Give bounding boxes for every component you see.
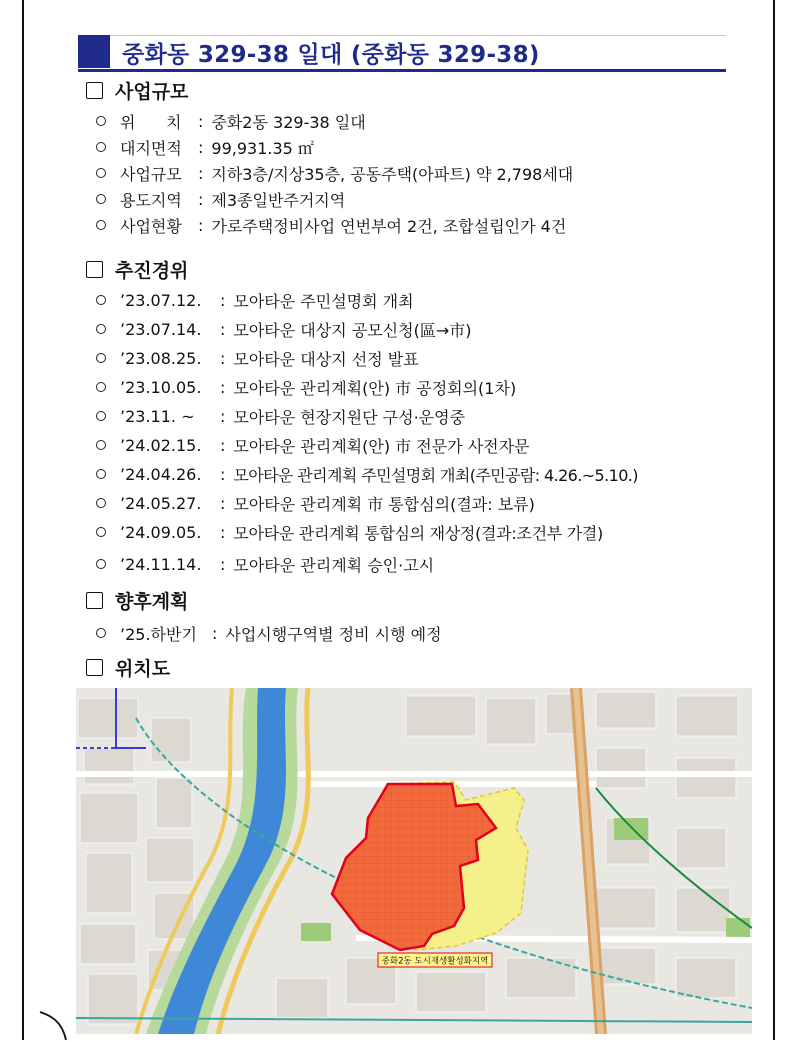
circle-bullet-icon bbox=[96, 411, 106, 421]
circle-bullet-icon bbox=[96, 440, 106, 450]
colon: : bbox=[220, 493, 226, 513]
circle-bullet-icon bbox=[96, 382, 106, 392]
list-item bbox=[96, 109, 366, 133]
circle-bullet-icon bbox=[96, 142, 106, 152]
item-value: 모아타운 현장지원단 구성·운영중 bbox=[233, 407, 466, 427]
item-key: 위 치 bbox=[120, 112, 182, 132]
circle-bullet-icon bbox=[96, 116, 106, 126]
item-value: 제3종일반주거지역 bbox=[211, 190, 346, 210]
title-bar bbox=[78, 35, 726, 71]
item-date: ’24.02.15. bbox=[120, 435, 202, 455]
section-label: 추진경위 bbox=[115, 259, 189, 282]
section-location-heading bbox=[86, 654, 170, 680]
colon: : bbox=[198, 189, 204, 209]
circle-bullet-icon bbox=[96, 527, 106, 537]
checkbox-icon bbox=[86, 659, 103, 676]
page-title: 중화동 329-38 일대 (중화동 329-38) bbox=[122, 42, 540, 68]
colon: : bbox=[220, 348, 226, 368]
item-key: 용도지역 bbox=[120, 190, 182, 210]
item-date: ’23.08.25. bbox=[120, 348, 202, 368]
checkbox-icon bbox=[86, 592, 103, 609]
item-value: 모아타운 주민설명회 개최 bbox=[233, 291, 414, 311]
circle-bullet-icon bbox=[96, 168, 106, 178]
item-key: 대지면적 bbox=[120, 138, 182, 158]
section-plan-heading bbox=[86, 587, 188, 613]
circle-bullet-icon bbox=[96, 353, 106, 363]
list-item bbox=[96, 433, 530, 457]
checkbox-icon bbox=[86, 261, 103, 278]
list-item bbox=[96, 552, 434, 576]
item-date: ’23.07.12. bbox=[120, 290, 202, 310]
item-date: ’24.09.05. bbox=[120, 522, 202, 542]
item-date: ’25.하반기 bbox=[120, 624, 197, 644]
circle-bullet-icon bbox=[96, 194, 106, 204]
colon: : bbox=[198, 215, 204, 235]
item-key: 사업규모 bbox=[120, 164, 182, 184]
colon: : bbox=[198, 111, 204, 131]
circle-bullet-icon bbox=[96, 469, 106, 479]
section-label: 향후계획 bbox=[115, 590, 189, 613]
location-map bbox=[76, 688, 752, 1034]
checkbox-icon bbox=[86, 82, 103, 99]
title-underline bbox=[78, 69, 726, 72]
circle-bullet-icon bbox=[96, 498, 106, 508]
list-item bbox=[96, 346, 419, 370]
colon: : bbox=[212, 623, 218, 643]
list-item bbox=[96, 462, 638, 486]
item-value: 모아타운 관리계획 승인·고시 bbox=[233, 555, 435, 575]
colon: : bbox=[220, 290, 226, 310]
circle-bullet-icon bbox=[96, 628, 106, 638]
item-value: 가로주택정비사업 연번부여 2건, 조합설립인가 4건 bbox=[211, 216, 567, 236]
list-item bbox=[96, 161, 573, 185]
section-label: 사업규모 bbox=[115, 80, 189, 103]
section-label: 위치도 bbox=[115, 657, 171, 680]
page-frame-right bbox=[773, 0, 775, 1040]
item-value: 사업시행구역별 정비 시행 예정 bbox=[225, 624, 442, 644]
list-item bbox=[96, 621, 442, 645]
circle-bullet-icon bbox=[96, 295, 106, 305]
list-item bbox=[96, 135, 314, 159]
map-zone-label: 중화2동 도시재생활성화지역 bbox=[381, 956, 489, 967]
colon: : bbox=[220, 464, 226, 484]
circle-bullet-icon bbox=[96, 559, 106, 569]
item-date: ’23.11. ~ bbox=[120, 406, 195, 426]
item-date: ’24.04.26. bbox=[120, 464, 202, 484]
list-item bbox=[96, 375, 516, 399]
title-marker bbox=[78, 35, 110, 68]
colon: : bbox=[220, 319, 226, 339]
circle-bullet-icon bbox=[96, 324, 106, 334]
item-value: 모아타운 대상지 공모신청(區→市) bbox=[233, 320, 472, 340]
location-map-graphic bbox=[76, 688, 752, 1034]
item-value: 모아타운 관리계획(안) 市 전문가 사전자문 bbox=[233, 436, 530, 456]
page-frame-left bbox=[22, 0, 24, 1040]
colon: : bbox=[220, 522, 226, 542]
brace-mark-icon bbox=[36, 1008, 76, 1042]
colon: : bbox=[220, 377, 226, 397]
list-item bbox=[96, 404, 465, 428]
list-item bbox=[96, 288, 414, 312]
circle-bullet-icon bbox=[96, 220, 106, 230]
item-key: 사업현황 bbox=[120, 216, 182, 236]
list-item bbox=[96, 491, 535, 515]
colon: : bbox=[220, 435, 226, 455]
colon: : bbox=[220, 554, 226, 574]
item-date: ’24.05.27. bbox=[120, 493, 202, 513]
section-scale-heading bbox=[86, 77, 188, 103]
list-item bbox=[96, 520, 603, 544]
item-value: 모아타운 관리계획 市 통합심의(결과: 보류) bbox=[233, 494, 535, 514]
item-value: 모아타운 대상지 선정 발표 bbox=[233, 349, 419, 369]
item-value: 지하3층/지상35층, 공동주택(아파트) 약 2,798세대 bbox=[211, 164, 574, 184]
item-value: 모아타운 관리계획 주민설명회 개최(주민공람: 4.26.~5.10.) bbox=[233, 465, 638, 485]
list-item bbox=[96, 187, 345, 211]
section-history-heading bbox=[86, 256, 188, 282]
item-value: 중화2동 329-38 일대 bbox=[211, 112, 366, 132]
item-value: 99,931.35 ㎡ bbox=[211, 138, 314, 158]
colon: : bbox=[220, 406, 226, 426]
list-item bbox=[96, 317, 471, 341]
item-value: 모아타운 관리계획(안) 市 공정회의(1차) bbox=[233, 378, 517, 398]
item-date: ’24.11.14. bbox=[120, 554, 202, 574]
item-value: 모아타운 관리계획 통합심의 재상정(결과:조건부 가결) bbox=[233, 523, 603, 543]
list-item bbox=[96, 213, 566, 237]
colon: : bbox=[198, 163, 204, 183]
item-date: ’23.07.14. bbox=[120, 319, 202, 339]
item-date: ’23.10.05. bbox=[120, 377, 202, 397]
colon: : bbox=[198, 137, 204, 157]
